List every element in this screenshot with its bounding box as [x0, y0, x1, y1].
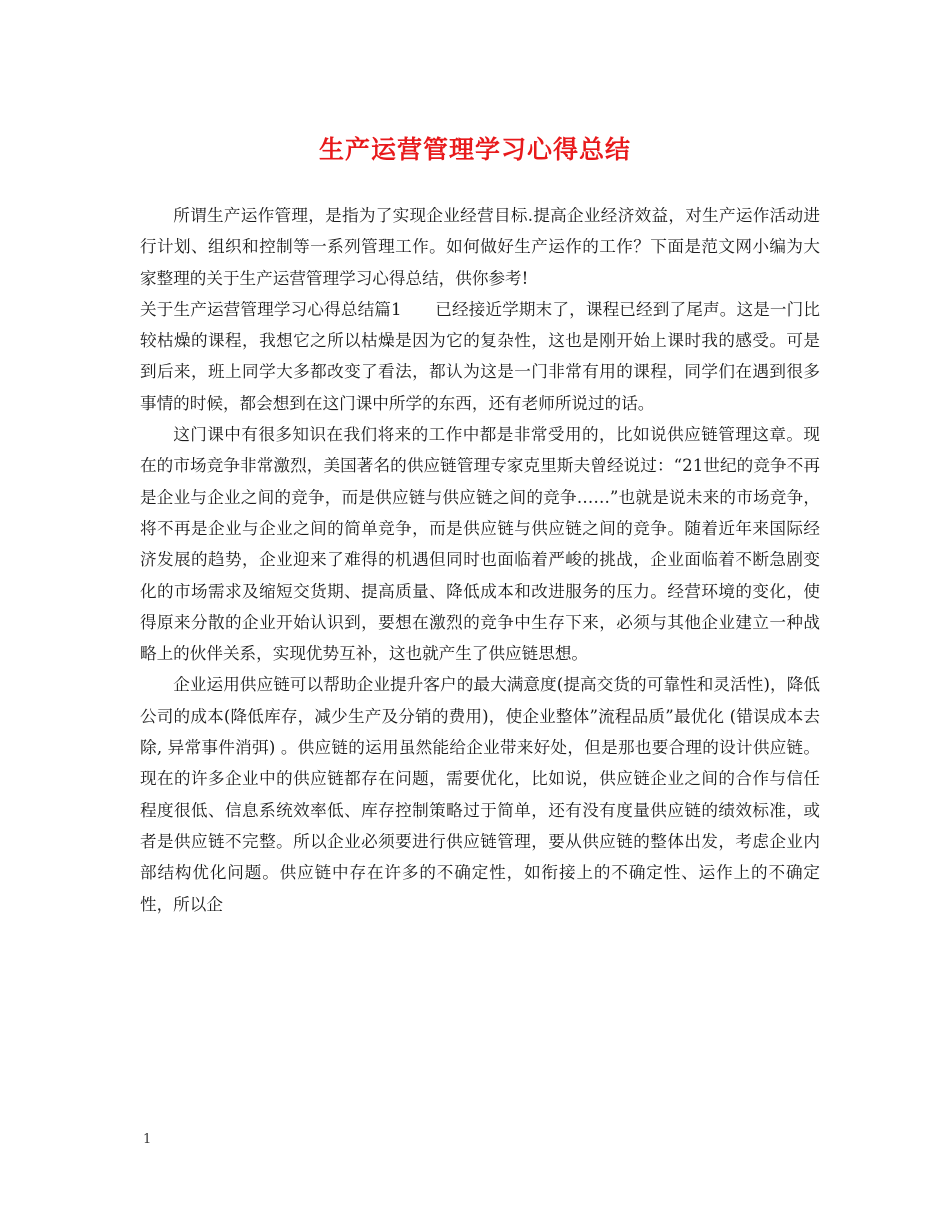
page-number: 1	[143, 1132, 152, 1147]
paragraph-supply-chain-benefits: 企业运用供应链可以帮助企业提升客户的最大满意度(提高交货的可靠性和灵活性)，降低公司的成本(降低库存，减少生产及分销的费用)，使企业整体”流程品质”最优化 (错误成本去除, 异常事件消弭) 。供应链的运用虽然能给企业带来好处，但是那也要合理的设计供应链。现在的许多企业中的供应链都存在问题，需要优化，比如说，供应链企业之间的合作与信任程度很低、信息系统效率低、库存控制策略过于简单，还有没有度量供应链的绩效标准，或者是供应链不完整。所以企业必须要进行供应链管理，要从供应链的整体出发，考虑企业内部结构优化问题。供应链中存在许多的不确定性，如衔接上的不确定性、运作上的不确定性，所以企	[140, 675, 820, 914]
document-title: 生产运营管理学习心得总结	[318, 135, 631, 164]
paragraph-intro: 所谓生产运作管理，是指为了实现企业经营目标.提高企业经济效益，对生产运作活动进行计划、组织和控制等一系列管理工作。如何做好生产运作的工作？下面是范文网小编为大家整理的关于生产运营管理学习心得总结，供你参考!	[140, 206, 820, 288]
document-body	[140, 200, 820, 920]
paragraph-supply-chain: 这门课中有很多知识在我们将来的工作中都是非常受用的，比如说供应链管理这章。现在的市场竞争非常激烈，美国著名的供应链管理专家克里斯夫曾经说过：“21世纪的竞争不再是企业与企业之间的竞争，而是供应链与供应链之间的竞争……”也就是说未来的市场竞争，将不再是企业与企业之间的简单竞争，而是供应链与供应链之间的竞争。随着近年来国际经济发展的趋势，企业迎来了难得的机遇但同时也面临着严峻的挑战，企业面临着不断急剧变化的市场需求及缩短交货期、提高质量、降低成本和改进服务的压力。经营环境的变化，使得原来分散的企业开始认识到，要想在激烈的竞争中生存下来，必须与其他企业建立一种战略上的伙伴关系，实现优势互补，这也就产生了供应链思想。	[140, 425, 820, 664]
paragraph-article-1: 关于生产运营管理学习心得总结篇1 已经接近学期末了，课程已经到了尾声。这是一门比较枯燥的课程，我想它之所以枯燥是因为它的复杂性，这也是刚开始上课时我的感受。可是到后来，班上同学大多都改变了看法，都认为这是一门非常有用的课程，同学们在遇到很多事情的时候，都会想到在这门课中所学的东西，还有老师所说过的话。	[140, 299, 820, 413]
